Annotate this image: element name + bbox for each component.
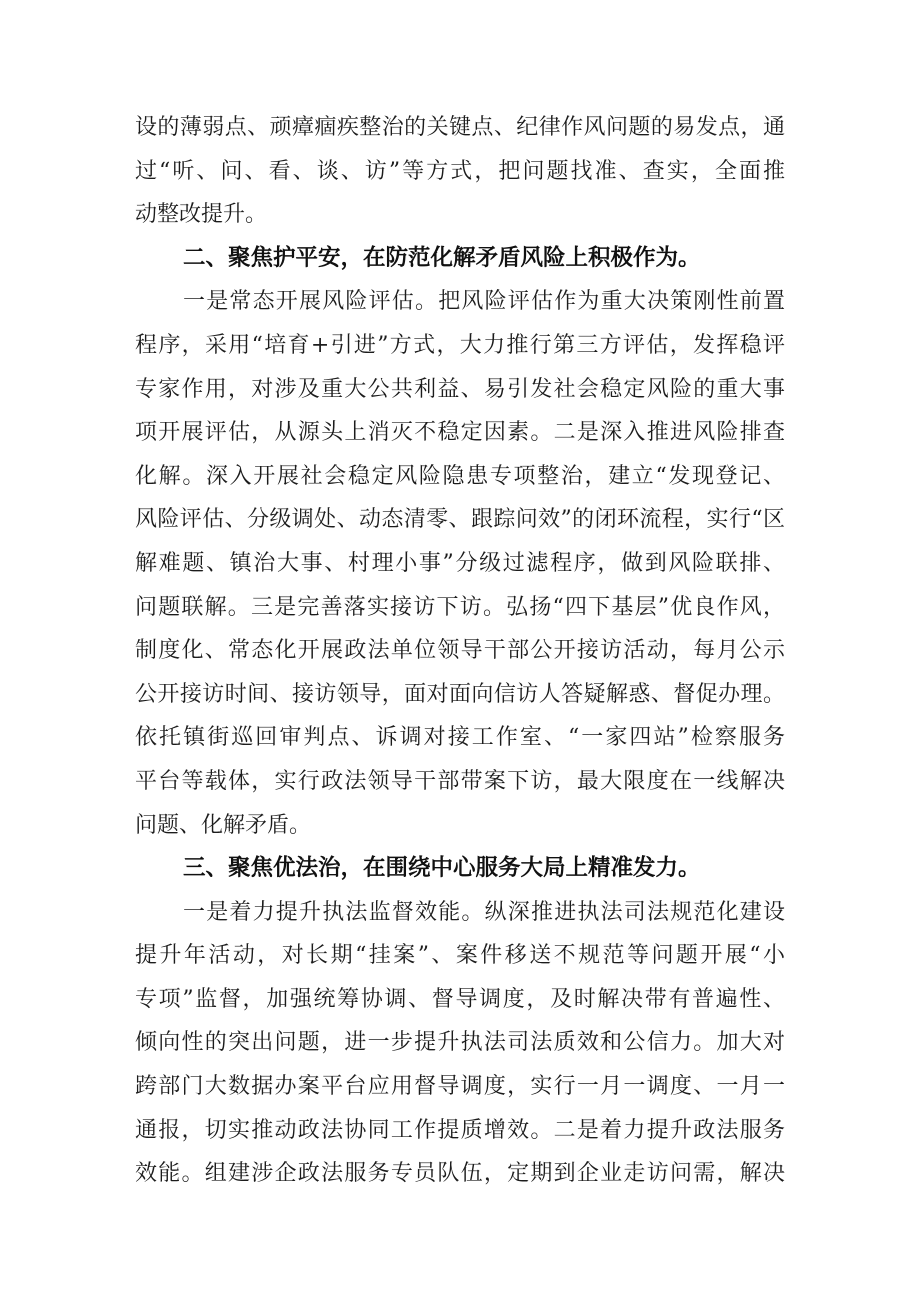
text-line: 化解。深入开展社会稳定风险隐患专项整治，建立“发现登记、 (135, 463, 785, 489)
paragraph (135, 106, 785, 237)
text-line: 风险评估、分级调处、动态清零、跟踪问效”的闭环流程，实行“区 (135, 507, 785, 533)
text-line: 平台等载体，实行政法领导干部带案下访，最大限度在一线解决 (135, 768, 785, 794)
paragraph (135, 280, 785, 847)
text-line: 问题、化解矛盾。 (135, 812, 312, 838)
text-line: 效能。组建涉企政法服务专员队伍，定期到企业走访问需，解决 (135, 1161, 785, 1187)
text-line: 依托镇街巡回审判点、诉调对接工作室、“一家四站”检察服务 (135, 725, 785, 751)
text-line: 制度化、常态化开展政法单位领导干部公开接访活动，每月公示 (135, 638, 785, 664)
text-line: 过“听、问、看、谈、访”等方式，把问题找准、查实，全面推 (135, 158, 785, 184)
text-line: 一是着力提升执法监督效能。纵深推进执法司法规范化建设 (183, 899, 785, 925)
text-line: 公开接访时间、接访领导，面对面向信访人答疑解惑、督促办理。 (135, 681, 785, 707)
text-line: 提升年活动，对长期“挂案”、案件移送不规范等问题开展“小 (135, 943, 785, 969)
text-line: 问题联解。三是完善落实接访下访。弘扬“四下基层”优良作风， (135, 594, 785, 620)
text-line: 动整改提升。 (135, 202, 268, 228)
text-line: 专项”监督，加强统筹协调、督导调度，及时解决带有普遍性、 (135, 986, 785, 1012)
text-line: 项开展评估，从源头上消灭不稳定因素。二是深入推进风险排查 (135, 420, 785, 446)
text-line: 解难题、镇治大事、村理小事”分级过滤程序，做到风险联排、 (135, 550, 785, 576)
section-heading: 二、聚焦护平安，在防范化解矛盾风险上积极作为。 (183, 244, 701, 271)
paragraph (135, 891, 785, 1196)
text-line: 一是常态开展风险评估。把风险评估作为重大决策刚性前置 (183, 289, 785, 315)
text-line: 通报，切实推动政法协同工作提质增效。二是着力提升政法服务 (135, 1117, 785, 1143)
text-line: 专家作用，对涉及重大公共利益、易引发社会稳定风险的重大事 (135, 376, 785, 402)
text-line: 跨部门大数据办案平台应用督导调度，实行一月一调度、一月一 (135, 1074, 785, 1100)
document-page (135, 106, 785, 1196)
section-heading: 三、聚焦优法治，在围绕中心服务大局上精准发力。 (183, 855, 701, 882)
text-line: 设的薄弱点、顽瘴痼疾整治的关键点、纪律作风问题的易发点，通 (135, 115, 785, 140)
text-line: 倾向性的突出问题，进一步提升执法司法质效和公信力。加大对 (135, 1030, 785, 1056)
text-line: 程序，采用“培育+引进”方式，大力推行第三方评估，发挥稳评 (135, 332, 785, 358)
